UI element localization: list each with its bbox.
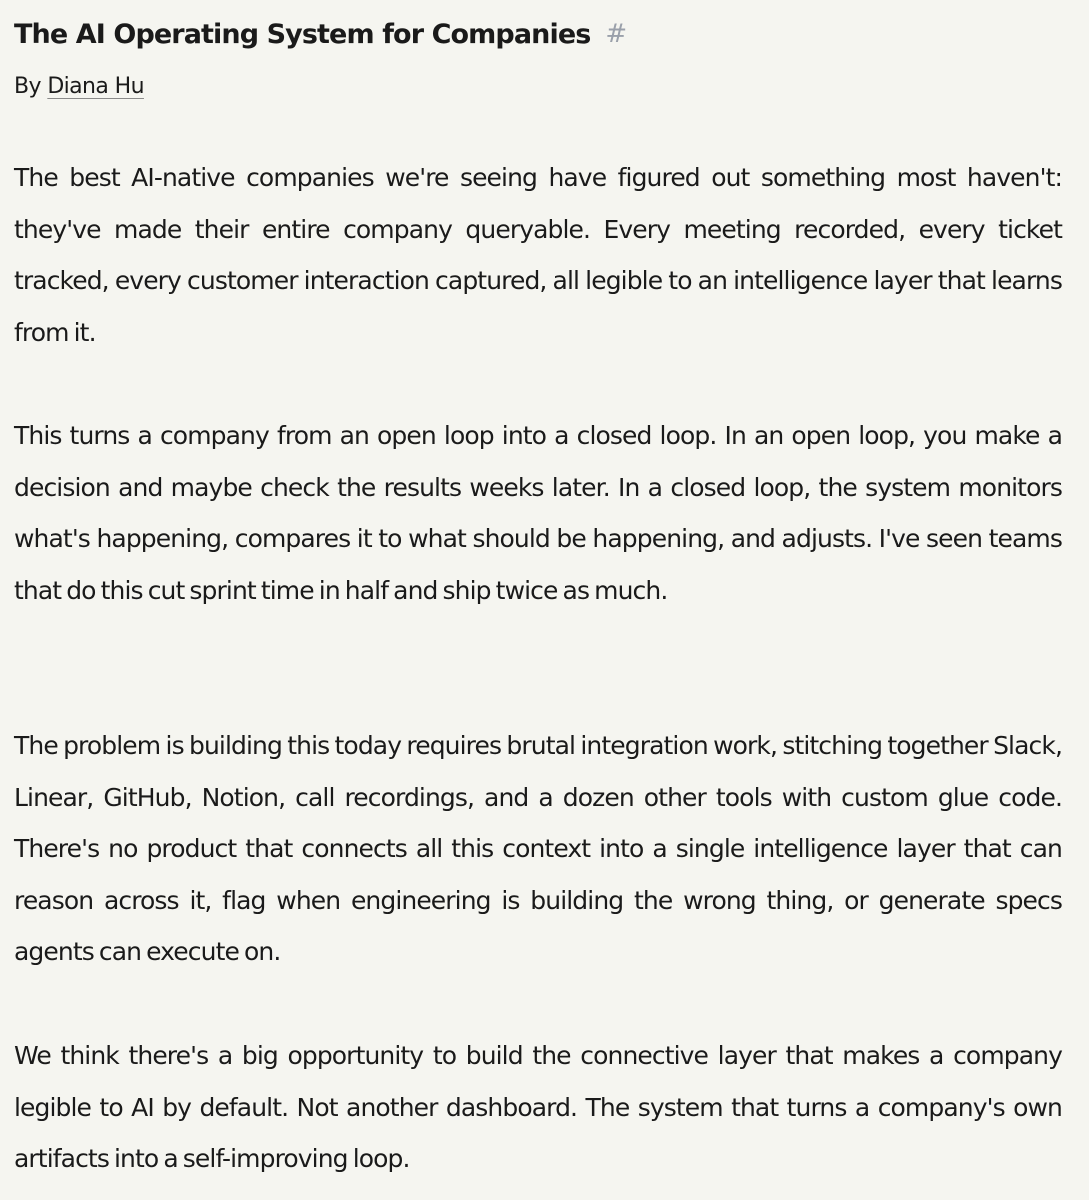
heading-anchor-link[interactable]: # xyxy=(605,19,628,49)
author-link[interactable]: Diana Hu xyxy=(47,74,144,99)
paragraph: The best AI-native companies we're seeing have figured out something most haven't: they've made their entire company queryable. Every meeting recorded, every ticket tracked, every customer interaction captured, all legible to an intelligence layer that learns from it. xyxy=(14,163,1062,347)
byline xyxy=(14,74,144,99)
article-title: The AI Operating System for Companies xyxy=(14,18,591,50)
byline-prefix: By xyxy=(14,74,48,99)
paragraph: This turns a company from an open loop into a closed loop. In an open loop, you make a decision and maybe check the results weeks later. In a closed loop, the system monitors what's happening, compares it to what should be happening, and adjusts. I've seen teams that do this cut sprint time in half and ship twice as much. xyxy=(14,421,1062,605)
paragraph: The problem is building this today requires brutal integration work, stitching together Slack, Linear, GitHub, Notion, call recordings, and a dozen other tools with custom glue code. There's no product that connects all this context into a single intelligence layer that can reason across it, flag when engineering is building the wrong thing, or generate specs agents can execute on. xyxy=(14,731,1062,967)
title-row xyxy=(14,14,627,54)
paragraph: We think there's a big opportunity to build the connective layer that makes a company legible to AI by default. Not another dashboard. The system that turns a company's own artifacts into a self-improving loop. xyxy=(14,1041,1062,1174)
